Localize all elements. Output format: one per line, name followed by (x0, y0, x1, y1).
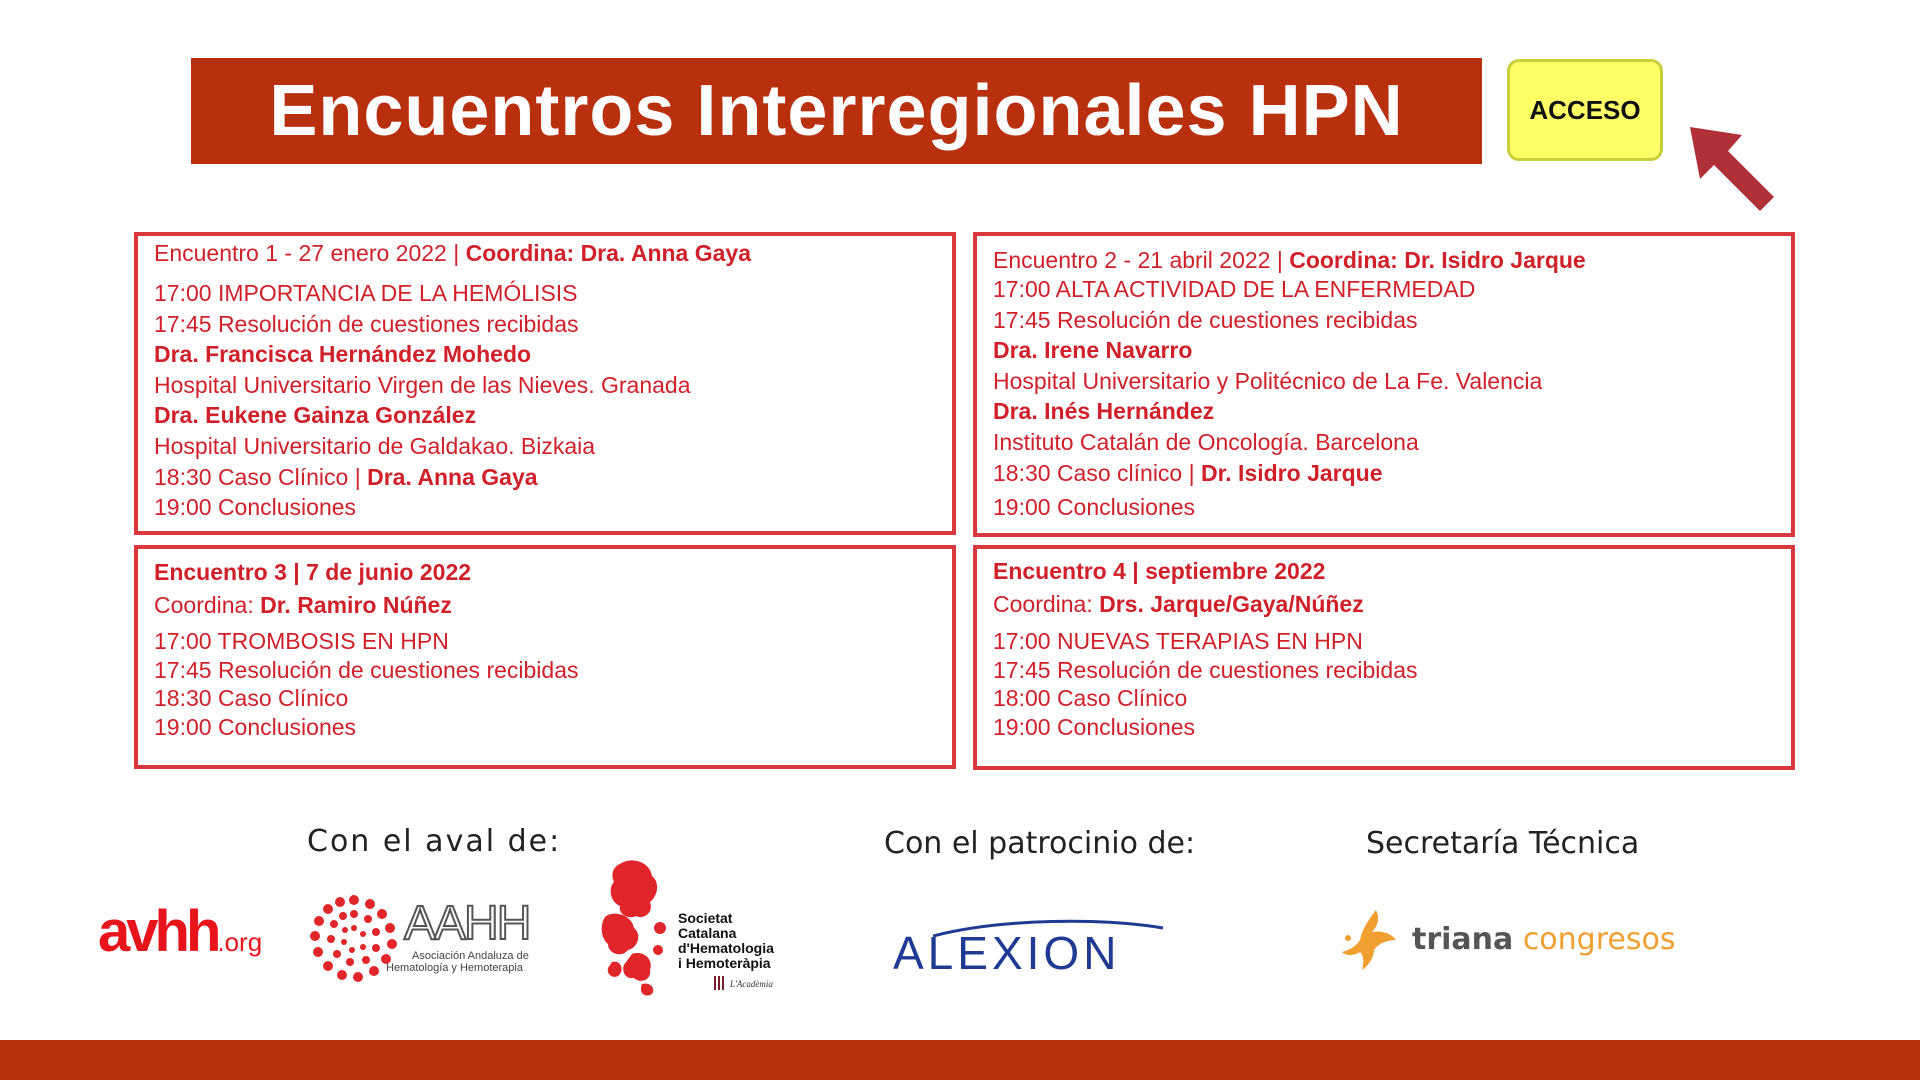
encuentro-1-header: Encuentro 1 - 27 enero 2022 | Coordina: Dra. Anna Gaya (154, 240, 752, 266)
speaker-hospital: Hospital Universitario de Galdakao. Bizkaia (154, 432, 596, 459)
alexion-logo: ALEXION (893, 918, 1163, 978)
triana-bird-icon (1340, 908, 1400, 972)
sch-map-emblem (598, 858, 674, 998)
sch-logo: Societat Catalana d'Hematologia i Hemoteràpia L'Acadèmia (598, 858, 798, 1000)
speaker-hospital: Hospital Universitario y Politécnico de La Fe. Valencia (993, 367, 1543, 394)
page-title: Encuentros Interregionales HPN (269, 71, 1404, 151)
encuentro-2-card (973, 232, 1795, 537)
encuentro-3-header: Encuentro 3 | 7 de junio 2022 (154, 559, 472, 585)
speaker-name: Dra. Francisca Hernández Mohedo (154, 341, 532, 368)
title-banner (191, 58, 1482, 164)
secretaria-heading: Secretaría Técnica (1366, 826, 1640, 861)
speaker-hospital: Instituto Catalán de Oncología. Barcelona (993, 428, 1419, 455)
agenda-line: 19:00 Conclusiones (993, 494, 1196, 521)
speaker-name: Dra. Inés Hernández (993, 398, 1215, 425)
agenda-line: 17:45 Resolución de cuestiones recibidas (993, 656, 1418, 683)
encuentro-4-card (973, 545, 1795, 770)
triana-wordmark: triana congresos (1412, 922, 1676, 957)
agenda-line: 19:00 Conclusiones (154, 494, 357, 521)
aahh-logo: AAHH Asociación Andaluza de Hematología y Hemoterapia (308, 892, 540, 984)
agenda-line: 17:00 NUEVAS TERAPIAS EN HPN (993, 628, 1363, 654)
aval-heading: Con el aval de: (307, 824, 562, 859)
academia-emblem (714, 976, 726, 990)
encuentro-3-coordinator: Coordina: Dr. Ramiro Núñez (154, 592, 452, 618)
agenda-line: 17:00 IMPORTANCIA DE LA HEMÓLISIS (154, 280, 578, 306)
agenda-line: 18:30 Caso Clínico | Dra. Anna Gaya (154, 463, 538, 490)
agenda-line: 17:45 Resolución de cuestiones recibidas (993, 306, 1418, 333)
agenda-line: 19:00 Conclusiones (993, 713, 1196, 740)
agenda-line: 17:45 Resolución de cuestiones recibidas (154, 310, 579, 337)
agenda-line: 19:00 Conclusiones (154, 713, 357, 740)
encuentro-1-card (134, 232, 956, 535)
encuentro-3-card (134, 545, 956, 769)
acceso-button-label: ACCESO (1529, 94, 1641, 125)
patrocinio-heading: Con el patrocinio de: (884, 826, 1196, 861)
agenda-line: 18:00 Caso Clínico (993, 685, 1188, 711)
agenda-line: 17:00 TROMBOSIS EN HPN (154, 628, 449, 654)
triana-logo (1340, 908, 1676, 976)
agenda-line: 17:00 ALTA ACTIVIDAD DE LA ENFERMEDAD (993, 276, 1476, 302)
agenda-line: 17:45 Resolución de cuestiones recibidas (154, 656, 579, 683)
encuentro-4-coordinator: Coordina: Drs. Jarque/Gaya/Núñez (993, 591, 1364, 617)
footer-bar (0, 1040, 1920, 1080)
avhh-logo: avhh.org (98, 899, 263, 964)
speaker-hospital: Hospital Universitario Virgen de las Nieves. Granada (154, 371, 691, 398)
encuentro-2-header: Encuentro 2 - 21 abril 2022 | Coordina: Dr. Isidro Jarque (993, 247, 1586, 273)
pointer-arrow-icon (1690, 125, 1780, 215)
agenda-line: 18:30 Caso clínico | Dr. Isidro Jarque (993, 459, 1383, 486)
encuentro-4-header: Encuentro 4 | septiembre 2022 (993, 558, 1326, 584)
speaker-name: Dra. Irene Navarro (993, 337, 1193, 364)
aahh-name: AAHH (404, 897, 530, 950)
acceso-button[interactable] (1507, 59, 1663, 161)
agenda-line: 18:30 Caso Clínico (154, 685, 349, 711)
speaker-name: Dra. Eukene Gainza González (154, 402, 477, 429)
